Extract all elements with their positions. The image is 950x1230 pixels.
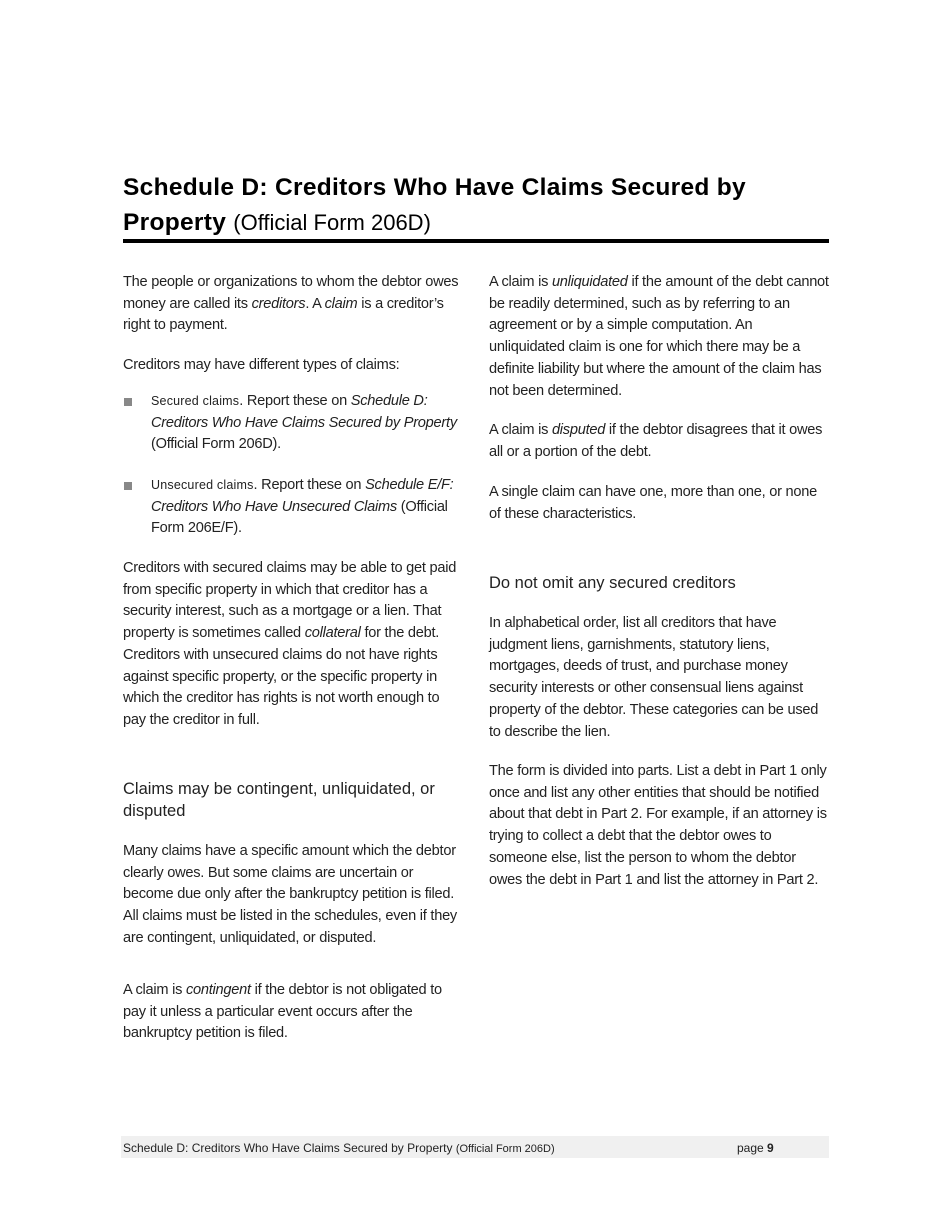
footer-title: Schedule D: Creditors Who Have Claims Secured by Property [123,1141,453,1155]
list-item-unsecured: Unsecured claims. Report these on Schedule E/F: Creditors Who Have Unsecured Claims (Official Form 206E/F). [123,475,463,540]
unliquidated-paragraph: A claim is unliquidated if the amount of the debt cannot be readily determined, such as by referring to an agreement or by a simple computation. An unliquidated claim is one for which there may be a definite liability but where the amount of the claim has not been determined. [489,274,829,399]
page-title [123,170,833,240]
list-item-secured: Secured claims. Report these on Schedule D: Creditors Who Have Claims Secured by Property (Official Form 206D). [123,391,463,456]
contingent-paragraph: A claim is contingent if the debtor is not obligated to pay it unless a particular event occurs after the bankruptcy petition is filed. [123,982,442,1042]
claims-paragraph: Many claims have a specific amount which the debtor clearly owes. But some claims are uncertain or become due only after the bankruptcy petition is filed. All claims must be listed in the schedules, even if they are contingent, unliquidated, or disputed. [123,843,457,946]
page-footer [121,1136,829,1158]
alphabetical-paragraph: In alphabetical order, list all creditors that have judgment liens, garnishments, statutory liens, mortgages, deeds of trust, and purchase money security interests or other consensual liens against property of the debtor. These categories can be used to describe the lien. [489,615,819,740]
secured-paragraph: Creditors with secured claims may be able to get paid from specific property in which that creditor has a security interest, such as a mortgage or a lien. That property is sometimes called collateral for the debt. Creditors with unsecured claims do not have rights against specific property, or the specific property in which the creditor has rights is not worth enough to pay the creditor in full. [123,560,457,728]
title-main: Schedule D: Creditors Who Have Claims Secured by Property [123,174,746,236]
section-heading-secured-creditors: Do not omit any secured creditors [489,574,736,592]
intro-paragraph: The people or organizations to whom the debtor owes money are called its creditors. A claim is a creditor’s right to payment. [123,274,459,334]
characteristics-paragraph: A single claim can have one, more than one, or none of these characteristics. [489,484,817,522]
footer-form: (Official Form 206D) [455,1143,555,1155]
types-paragraph: Creditors may have different types of claims: [123,357,400,373]
title-form: (Official Form 206D) [233,210,431,235]
bullet-square-icon [124,398,132,406]
section-heading-claims: Claims may be contingent, unliquidated, or disputed [123,780,435,820]
bullet-square-icon [124,482,132,490]
page-number: page 9 [737,1141,774,1155]
title-rule [123,239,829,243]
disputed-paragraph: A claim is disputed if the debtor disagrees that it owes all or a portion of the debt. [489,422,823,460]
parts-paragraph: The form is divided into parts. List a debt in Part 1 only once and list any other entities that should be notified about that debt in Part 2. For example, if an attorney is trying to collect a debt that the debtor owes to someone else, list the person to whom the debtor owes the debt in Part 1 and list the attorney in Part 2. [489,763,827,888]
